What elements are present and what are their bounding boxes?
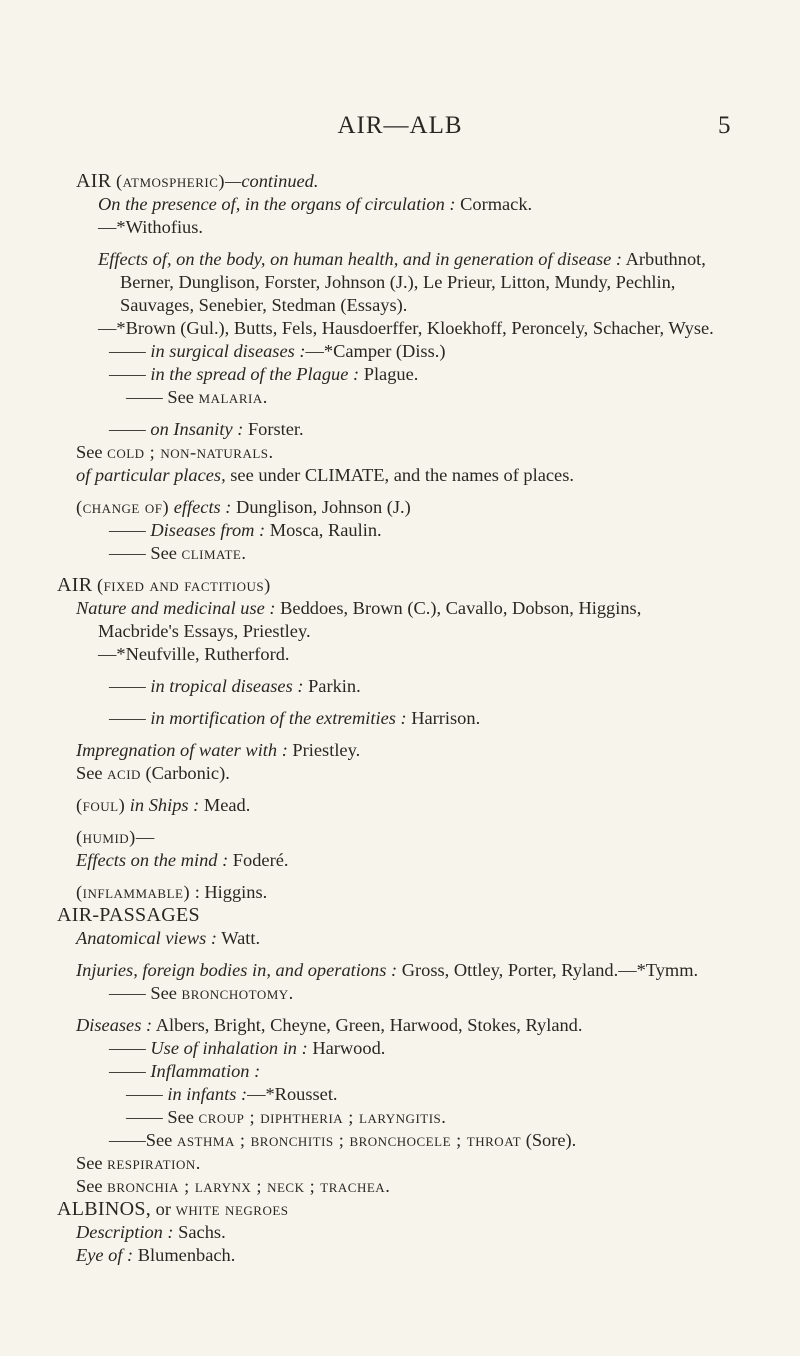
index-line: Injuries, foreign bodies in, and operations : Gross, Ottley, Porter, Ryland.—*Tymm. — [76, 960, 699, 980]
index-line: Nature and medicinal use : Beddoes, Brown (C.), Cavallo, Dobson, Higgins, Macbride's Essays, Priestley. — [76, 598, 642, 641]
index-line: (inflammable) : Higgins. — [76, 882, 268, 902]
index-line: —— Diseases from : Mosca, Raulin. — [109, 520, 382, 540]
index-line: —— See climate. — [109, 543, 247, 563]
index-line: Effects of, on the body, on human health, and in generation of disease : Arbuthnot, Berner, Dunglison, Forster, Johnson (J.), Le Prieur, Litton, Mundy, Pechlin, Sauvages, Senebier, Stedman (Essays). — [98, 249, 706, 315]
index-line: —— Use of inhalation in : Harwood. — [109, 1038, 386, 1058]
entry-heading: AIR (fixed and factitious) — [57, 574, 271, 596]
index-line: See respiration. — [76, 1153, 201, 1173]
index-line: ——See asthma ; bronchitis ; bronchocele ; throat (Sore). — [109, 1130, 577, 1150]
index-line: See cold ; non-naturals. — [76, 442, 274, 462]
index-line: (foul) in Ships : Mead. — [76, 795, 251, 815]
index-line: —— See malaria. — [126, 387, 268, 407]
index-line: —— in surgical diseases :—*Camper (Diss.) — [109, 341, 446, 361]
index-line: (change of) effects : Dunglison, Johnson (J.) — [76, 497, 411, 517]
index-line: Description : Sachs. — [76, 1222, 226, 1242]
index-line: Impregnation of water with : Priestley. — [76, 740, 361, 760]
index-line: —— See croup ; diphtheria ; laryngitis. — [126, 1107, 447, 1127]
index-line: —*Withofius. — [98, 217, 204, 237]
index-line: —— in tropical diseases : Parkin. — [109, 676, 361, 696]
page-number: 5 — [718, 112, 732, 139]
index-line: of particular places, see under CLIMATE, and the names of places. — [76, 465, 574, 485]
index-line: —— Inflammation : — [109, 1061, 261, 1081]
index-line: Effects on the mind : Foderé. — [76, 850, 289, 870]
index-line: —*Brown (Gul.), Butts, Fels, Hausdoerffer, Kloekhoff, Peroncely, Schacher, Wyse. — [98, 318, 714, 338]
index-line: —— See bronchotomy. — [109, 983, 294, 1003]
entry-heading: ALBINOS, or white negroes — [57, 1198, 289, 1220]
index-line: —— in infants :—*Rousset. — [126, 1084, 338, 1104]
index-line: Eye of : Blumenbach. — [76, 1245, 236, 1265]
index-line: —— in mortification of the extremities : Harrison. — [109, 708, 481, 728]
index-line: Diseases : Albers, Bright, Cheyne, Green, Harwood, Stokes, Ryland. — [76, 1015, 583, 1035]
index-line: —*Neufville, Rutherford. — [98, 644, 290, 664]
index-line: Anatomical views : Watt. — [76, 928, 261, 948]
entry-heading: AIR-PASSAGES — [57, 904, 200, 926]
index-line: (humid)— — [76, 827, 155, 847]
index-line: See bronchia ; larynx ; neck ; trachea. — [76, 1176, 391, 1196]
index-line: On the presence of, in the organs of circulation : Cormack. — [98, 194, 533, 214]
index-line: —— on Insanity : Forster. — [109, 419, 304, 439]
index-body — [57, 170, 716, 1267]
entry-heading: AIR (atmospheric)—continued. — [76, 170, 319, 192]
index-line: —— in the spread of the Plague : Plague. — [109, 364, 419, 384]
header-title: AIR—ALB — [337, 112, 463, 139]
index-line: See acid (Carbonic). — [76, 763, 230, 783]
